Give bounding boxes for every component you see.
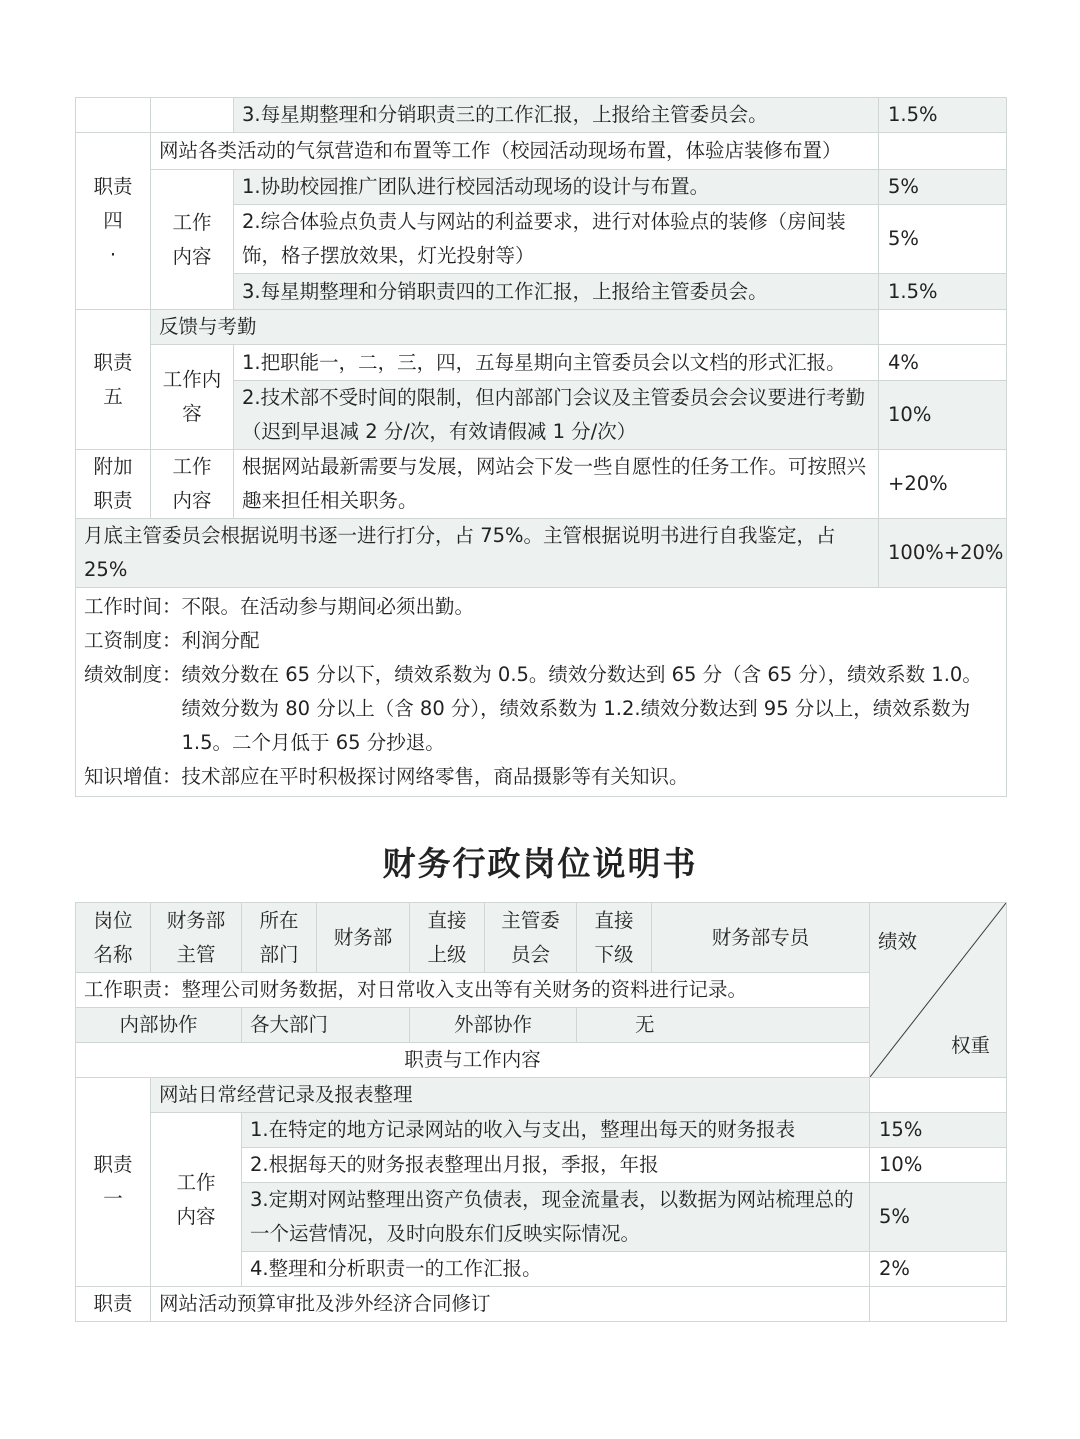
duty5-item1-weight: 4% <box>879 345 1007 381</box>
note-key: 知识增值： <box>84 765 182 788</box>
fin-duty1-item3-text: 3.定期对网站整理出资产负债表，现金流量表，以数据为网站梳理总的一个运营情况，及时向股东们反映实际情况。 <box>242 1183 870 1252</box>
note-value: 利润分配 <box>181 629 260 652</box>
duty4-item2-weight: 5% <box>879 205 1007 274</box>
duty5-item2-weight: 10% <box>879 381 1007 450</box>
duty-table-finance <box>75 902 1007 1322</box>
fin-duty1-label: 职责 一 <box>76 1078 151 1287</box>
fin-duty1-item1-text: 1.在特定的地方记录网站的收入与支出，整理出每天的财务报表 <box>242 1113 870 1148</box>
page-title: 财务行政岗位说明书 <box>382 844 698 883</box>
subordinate-label: 直接 下级 <box>577 903 652 973</box>
duty3-item3-text: 3.每星期整理和分销职责三的工作汇报，上报给主管委员会。 <box>234 98 879 133</box>
duty4-header-weight <box>879 133 1007 170</box>
duty4-label: 职责 四 · <box>76 133 151 310</box>
fin-duty1-header-weight <box>870 1078 1007 1113</box>
perf-label: 绩效 <box>878 930 918 953</box>
fin-duty1-item2-weight: 10% <box>870 1148 1007 1183</box>
dept-label: 所在 部门 <box>242 903 317 973</box>
duty5-item1-text: 1.把职能一，二，三，四，五每星期向主管委员会以文档的形式汇报。 <box>234 345 879 381</box>
note-work-time <box>84 590 998 624</box>
post-name-value: 财务部 主管 <box>151 903 242 973</box>
internal-collab-value: 各大部门 <box>242 1008 410 1043</box>
job-duty-summary: 工作职责：整理公司财务数据，对日常收入支出等有关财务的资料进行记录。 <box>76 973 870 1008</box>
note-salary <box>84 624 998 658</box>
duty4-sub-label: 工作 内容 <box>151 170 234 310</box>
duty4-item3-text: 3.每星期整理和分销职责四的工作汇报，上报给主管委员会。 <box>234 274 879 310</box>
superior-value: 主管委 员会 <box>485 903 577 973</box>
note-key: 工作时间： <box>84 595 182 618</box>
fin-duty1-item4-text: 4.整理和分析职责一的工作汇报。 <box>242 1252 870 1287</box>
weight-header-cell <box>870 903 1007 1078</box>
superior-label: 直接 上级 <box>410 903 485 973</box>
extra-duty-text: 根据网站最新需要与发展，网站会下发一些自愿性的任务工作。可按照兴趣来担任相关职务。 <box>234 450 879 519</box>
duty4-item1-weight: 5% <box>879 170 1007 205</box>
duty5-header-weight <box>879 310 1007 345</box>
extra-duty-sub-label: 工作 内容 <box>151 450 234 519</box>
post-name-label: 岗位 名称 <box>76 903 151 973</box>
duty4-header: 网站各类活动的气氛营造和布置等工作（校园活动现场布置，体验店装修布置） <box>151 133 879 170</box>
external-collab-label: 外部协作 <box>410 1008 577 1043</box>
duty5-sub-label: 工作内 容 <box>151 345 234 450</box>
note-key: 绩效制度： <box>84 663 182 686</box>
extra-duty-label: 附加 职责 <box>76 450 151 519</box>
job-notes <box>76 588 1007 797</box>
fin-duty2-header-weight <box>870 1287 1007 1322</box>
fin-duty1-item3-weight: 5% <box>870 1183 1007 1252</box>
subordinate-value: 财务部专员 <box>652 903 870 973</box>
fin-duty1-item1-weight: 15% <box>870 1113 1007 1148</box>
internal-collab-label: 内部协作 <box>76 1008 242 1043</box>
fin-duty1-header: 网站日常经营记录及报表整理 <box>151 1078 870 1113</box>
extra-duty-weight: +20% <box>879 450 1007 519</box>
fin-duty1-item4-weight: 2% <box>870 1252 1007 1287</box>
duty5-label: 职责 五 <box>76 310 151 450</box>
fin-duty1-item2-text: 2.根据每天的财务报表整理出月报，季报，年报 <box>242 1148 870 1183</box>
note-value: 绩效分数在 65 分以下，绩效系数为 0.5。绩效分数达到 65 分（含 65 分），绩效系数 1.0。绩效分数为 80 分以上（含 80 分），绩效系数为 1.2.绩效分数达到 95 分以上，绩效系数为 1.5。二个月低于 65 分抄退。 <box>181 663 982 754</box>
dept-value: 财务部 <box>317 903 410 973</box>
duty4-item3-weight: 1.5% <box>879 274 1007 310</box>
fin-duty1-sub-label: 工作 内容 <box>151 1113 242 1287</box>
duty4-item2-text: 2.综合体验点负责人与网站的利益要求，进行对体验点的装修（房间装饰，格子摆放效果，灯光投射等） <box>234 205 879 274</box>
note-value: 技术部应在平时积极探讨网络零售，商品摄影等有关知识。 <box>181 765 689 788</box>
note-knowledge <box>84 760 998 794</box>
fin-duty2-header: 网站活动预算审批及涉外经济合同修订 <box>151 1287 870 1322</box>
fin-duty2-label: 职责 <box>76 1287 151 1322</box>
duty3-item3-weight: 1.5% <box>879 98 1007 133</box>
section-title: 职责与工作内容 <box>76 1043 870 1078</box>
external-collab-value: 无 <box>577 1008 870 1043</box>
note-performance <box>84 658 998 760</box>
scoring-text: 月底主管委员会根据说明书逐一进行打分，占 75%。主管根据说明书进行自我鉴定，占 25% <box>76 519 879 588</box>
duty5-item2-text: 2.技术部不受时间的限制，但内部部门会议及主管委员会会议要进行考勤（迟到早退减 2 分/次，有效请假减 1 分/次） <box>234 381 879 450</box>
scoring-weight: 100%+20% <box>879 519 1007 588</box>
duty5-header: 反馈与考勤 <box>151 310 879 345</box>
duty4-item1-text: 1.协助校园推广团队进行校园活动现场的设计与布置。 <box>234 170 879 205</box>
weight-label: 权重 <box>950 1034 990 1057</box>
duty-table-technical <box>75 97 1007 797</box>
blank-cell <box>76 98 151 133</box>
note-value: 不限。在活动参与期间必须出勤。 <box>181 595 475 618</box>
blank-cell <box>151 98 234 133</box>
note-key: 工资制度： <box>84 629 182 652</box>
